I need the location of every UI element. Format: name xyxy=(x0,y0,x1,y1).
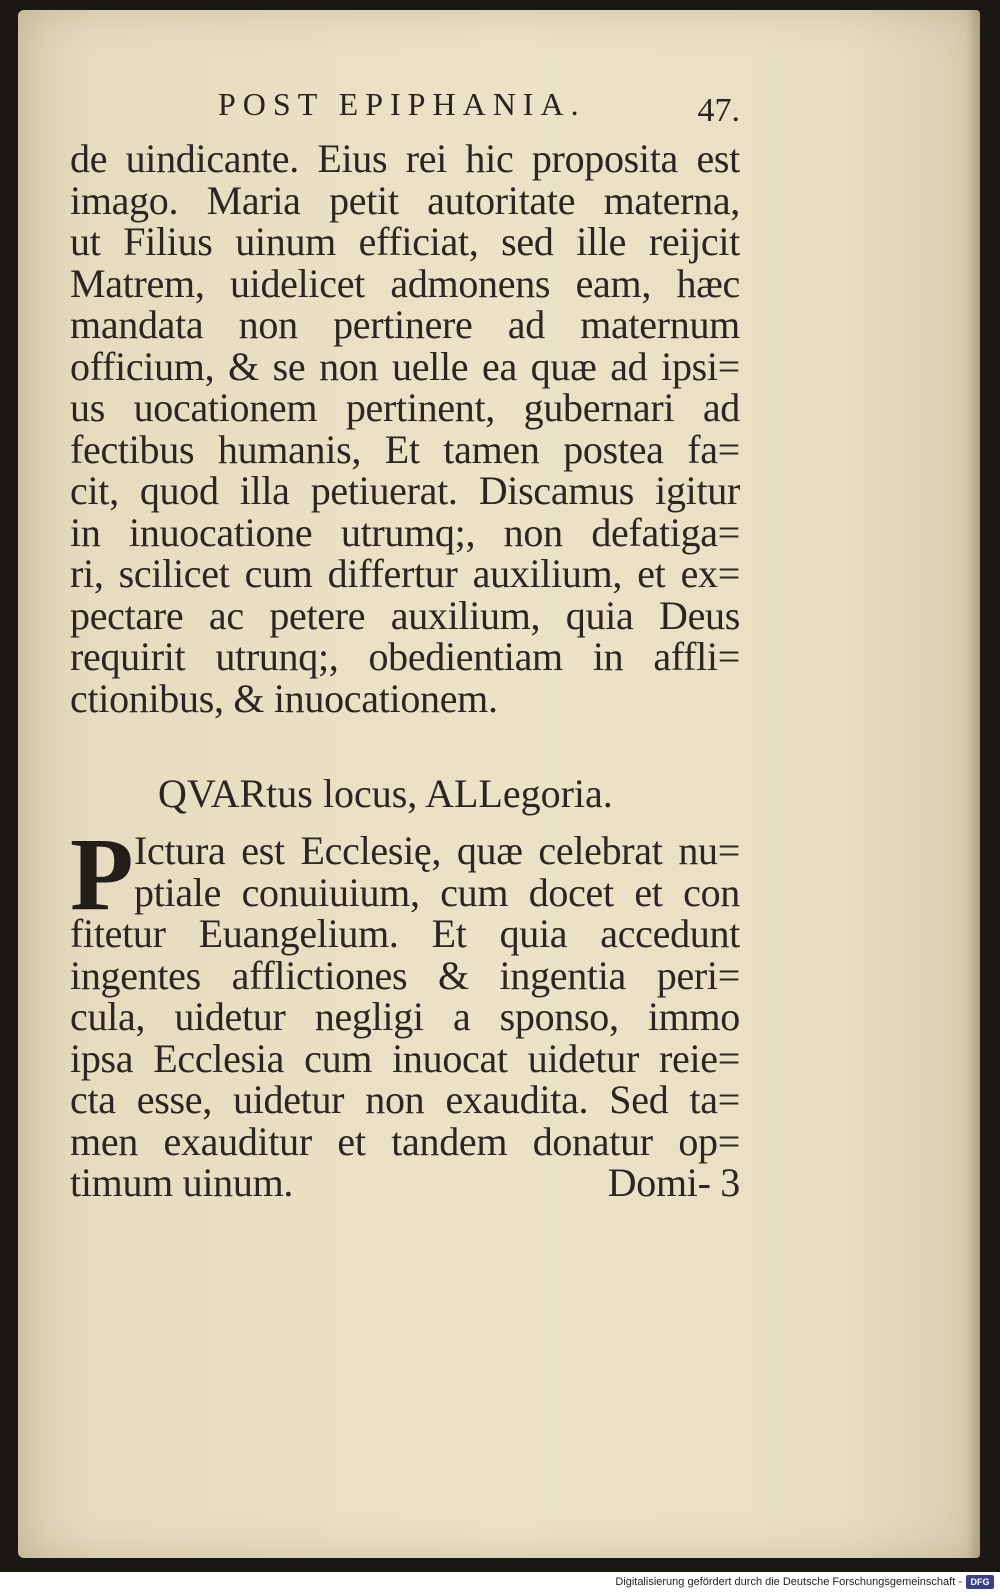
running-head-title: POST EPIPHANIA. xyxy=(218,86,586,122)
paragraph-2 xyxy=(70,817,740,1205)
text-line: pectare ac petere auxilium, quia Deus xyxy=(70,592,740,638)
text-line: imago. Maria petit autoritate materna, xyxy=(70,177,740,223)
text-line: cula, uidetur negligi a sponso, immo xyxy=(70,994,740,1039)
final-line xyxy=(70,1162,740,1204)
text-line: ptiale conuiuium, cum docet et con xyxy=(134,869,740,915)
text-line: ri, scilicet cum differtur auxilium, et ex= xyxy=(70,551,740,596)
section-heading: QVARtus locus, ALLegoria. xyxy=(158,771,613,816)
text-line: fitetur Euangelium. Et quia accedunt xyxy=(70,911,740,956)
running-head xyxy=(200,86,740,132)
text-line: ut Filius uinum efficiat, sed ille reijcit xyxy=(70,219,740,264)
catchword: Domi- 3 xyxy=(607,1160,740,1205)
text-line: cta esse, uidetur non exaudita. Sed ta= xyxy=(70,1077,740,1122)
text-line: ingentes afflictiones & ingentia peri= xyxy=(70,952,740,998)
text-line: cit, quod illa petiuerat. Discamus igitur xyxy=(70,468,740,513)
dfg-logo-icon: DFG xyxy=(966,1575,994,1589)
paragraph-1 xyxy=(70,138,740,719)
text-line: men exauditur et tandem donatur op= xyxy=(70,1118,740,1164)
text-line: requirit utrunq;, obedientiam in affli= xyxy=(70,634,740,679)
text-line: ctionibus, & inuocationem. xyxy=(70,675,498,721)
text-line: de uindicante. Eius rei hic proposita est xyxy=(70,136,740,181)
page-edge-shadow xyxy=(966,10,980,1558)
last-text-line: timum uinum. xyxy=(70,1160,294,1205)
text-line: in inuocatione utrumq;, non defatiga= xyxy=(70,509,740,555)
text-line: us uocationem pertinent, gubernari ad xyxy=(70,385,740,430)
footer-bar xyxy=(0,1572,1000,1596)
text-line: officium, & se non uelle ea quæ ad ipsi= xyxy=(70,343,740,389)
text-line: fectibus humanis, Et tamen postea fa= xyxy=(70,426,740,472)
drop-cap-initial: P xyxy=(70,817,134,932)
text-line: Matrem, uidelicet admonens eam, hæc xyxy=(70,260,740,306)
funding-credit: Digitalisierung gefördert durch die Deutsche Forschungsgemeinschaft - xyxy=(615,1576,962,1588)
text-line: ipsa Ecclesia cum inuocat uidetur reie= xyxy=(70,1035,740,1081)
folio-number: 47. xyxy=(697,92,740,129)
text-line: Ictura est Ecclesię, quæ celebrat nu= xyxy=(134,828,740,873)
text-line: mandata non pertinere ad maternum xyxy=(70,302,740,347)
